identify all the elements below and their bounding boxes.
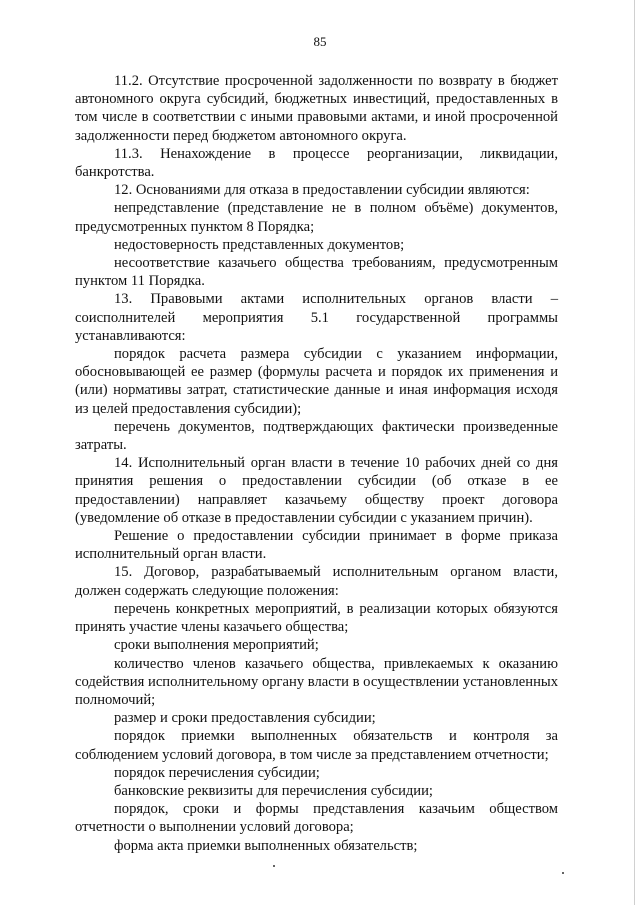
paragraph-14: 14. Исполнительный орган власти в течение 10 рабочих дней со дня принятия решения о предоставлении субсидии (об отказе в ее предоставлении) направляет казачьему обществу проект договора (уведомление об отказе в предоставлении субсидии с указанием причин). [75, 455, 558, 526]
contract-provision-9: форма акта приемки выполненных обязательств; [114, 837, 418, 854]
refusal-ground-2: недостоверность представленных документов; [114, 236, 405, 253]
contract-provision-6: порядок перечисления субсидии; [114, 764, 320, 781]
contract-provision-1: перечень конкретных мероприятий, в реализации которых обязуются принять участие члены казачьего общества; [75, 600, 558, 636]
contract-provision-8: порядок, сроки и формы представления казачьим обществом отчетности о выполнении условий договора; [75, 801, 558, 836]
contract-provision-4: размер и сроки предоставления субсидии; [114, 710, 376, 727]
paragraph-11-2: 11.2. Отсутствие просроченной задолженности по возврату в бюджет автономного округа субсидий, бюджетных инвестиций, предоставленных в том числе в соответствии с иными правовыми актами, и иной просроченной задолженности перед бюджетом автономного округа. [75, 73, 558, 144]
refusal-ground-1: непредставление (представление не в полном объёме) документов, предусмотренных пунктом 8 Порядка; [75, 200, 558, 235]
paragraph-13: 13. Правовыми актами исполнительных органов власти – соисполнителей мероприятия 5.1 государственной программы устанавливаются: [75, 291, 558, 344]
document-body [75, 72, 558, 855]
paragraph-13-item-2: перечень документов, подтверждающих фактически произведенные затраты. [75, 418, 558, 454]
contract-provision-3: количество членов казачьего общества, привлекаемых к оказанию содействия исполнительному органу власти в осуществлении установленных полномочий; [75, 655, 558, 708]
paragraph-13-item-1: порядок расчета размера субсидии с указанием информации, обосновывающей ее размер (формулы расчета и порядок их применения и (или) нормативы затрат, статистические данные и иная информация исходя из целей предоставления субсидии); [75, 346, 558, 417]
scan-edge-line [634, 0, 635, 905]
paragraph-11-3: 11.3. Ненахождение в процессе реорганизации, ликвидации, банкротства. [75, 145, 558, 181]
contract-provision-5: порядок приемки выполненных обязательств и контроля за соблюдением условий договора, в том числе за представлением отчетности; [75, 728, 558, 763]
scan-speck [273, 865, 275, 867]
paragraph-14-decision: Решение о предоставлении субсидии принимает в форме приказа исполнительный орган власти. [75, 528, 558, 563]
scan-speck [562, 872, 564, 874]
contract-provision-2: сроки выполнения мероприятий; [114, 637, 319, 654]
refusal-ground-3: несоответствие казачьего общества требованиям, предусмотренным пунктом 11 Порядка. [75, 255, 558, 290]
paragraph-15: 15. Договор, разрабатываемый исполнительным органом власти, должен содержать следующие положения: [75, 564, 558, 599]
paragraph-12: 12. Основаниями для отказа в предоставлении субсидии являются: [114, 182, 530, 199]
contract-provision-7: банковские реквизиты для перечисления субсидии; [114, 782, 433, 799]
page-number: 85 [313, 34, 327, 49]
